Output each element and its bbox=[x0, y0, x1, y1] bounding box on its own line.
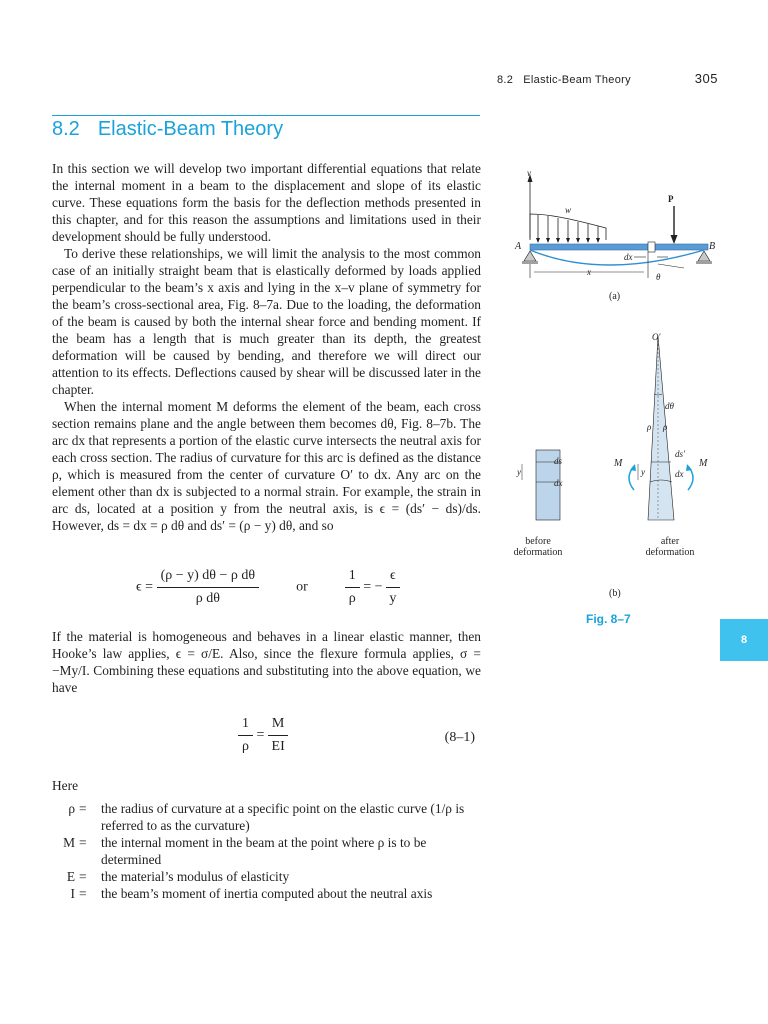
running-head-title: Elastic-Beam Theory bbox=[523, 74, 631, 86]
definition-E: E = the material’s modulus of elasticity bbox=[66, 869, 290, 884]
tangent-line bbox=[658, 264, 684, 268]
strain-over-y-fraction: $\frac{\epsilon}{y}$ bbox=[386, 568, 400, 607]
label-x: x bbox=[587, 267, 591, 277]
label-B: B bbox=[709, 241, 716, 252]
moment-right-arrowhead bbox=[686, 464, 692, 471]
strain-equation: ϵ = $\frac{\text{(ρ − y) dθ − ρ dθ}}{\text{ρ dθ}}$ or $\frac{1}{\rho}$ = − $\frac{\epsilon}{y}$ bbox=[136, 568, 400, 607]
strain-lhs: ϵ = bbox=[136, 579, 154, 595]
moment-left-arrowhead bbox=[630, 464, 636, 471]
label-M-right: M bbox=[699, 458, 708, 469]
paragraph-2: To derive these relationships, we will limit the analysis to the most common case of an initially straight beam that is elastically deformed by loads applied perpendicular to the beam’s x axis and lying in the x–v plane of symmetry for the beam’s cross-sectional area, Fig. 8–7a. Due to the loading, the deformation of the beam is caused by both the internal shear force and bending moment. If the beam has a length that is much greater than its depth, the greatest deformation will be caused by bending, and therefore we will direct our attention to its effects. Deflections caused by shear will be discussed later in the chapter. bbox=[52, 246, 481, 397]
distributed-load-arrowheads bbox=[536, 238, 600, 243]
label-y-before: y bbox=[517, 467, 521, 477]
figure-part-b-label: (b) bbox=[609, 588, 621, 599]
element-after bbox=[648, 336, 674, 520]
label-M-left: M bbox=[614, 458, 623, 469]
inverse-rho-fraction: $\frac{1}{\rho}$ bbox=[345, 568, 360, 607]
label-dx-before: dx bbox=[554, 478, 563, 488]
label-dx-after: dx bbox=[675, 469, 684, 479]
label-dtheta: dθ bbox=[665, 401, 674, 411]
beam bbox=[530, 244, 708, 250]
label-theta: θ bbox=[656, 272, 661, 282]
elastic-curve bbox=[530, 250, 704, 265]
label-ds-before: ds bbox=[554, 456, 563, 466]
before-deformation-label: before deformation bbox=[513, 536, 563, 558]
label-rho-right: ρ bbox=[663, 422, 668, 432]
label-w: w bbox=[565, 205, 572, 215]
definition-M: M = the internal moment in the beam at the point where ρ is to be determined bbox=[63, 835, 427, 867]
curvature-rhs-fraction: $\frac{M}{EI}$ bbox=[268, 716, 288, 755]
running-head-section: 8.2 Elastic-Beam Theory bbox=[497, 74, 631, 86]
point-load-arrowhead bbox=[671, 235, 678, 244]
figure-part-a-label: (a) bbox=[609, 291, 621, 302]
label-O-prime: O′ bbox=[652, 332, 661, 342]
label-y-after: y bbox=[641, 467, 645, 477]
figure-beam-diagram bbox=[508, 168, 728, 308]
paragraph-4: If the material is homogeneous and behaves in a linear elastic manner, then Hooke’s law applies, ϵ = σ/E. Also, since the flexure formula applies, σ = −My/I. Combining these equations and substituting into the above equation, we have bbox=[52, 629, 481, 695]
curvature-lhs-fraction: $\frac{1}{\rho}$ bbox=[238, 716, 253, 755]
label-dx: dx bbox=[624, 252, 633, 262]
support-b-base bbox=[696, 261, 712, 264]
running-head bbox=[497, 70, 718, 90]
paragraph-3: When the internal moment M deforms the element of the beam, each cross section remains plane and the angle between them becomes dθ, Fig. 8–7b. The arc dx that represents a portion of the elastic curve intersects the neutral axis for each cross section. The radius of curvature for this arc is defined as the distance ρ, which is measured from the center of curvature O′ to dx. Any arc on the element other than dx is subjected to a normal strain. For example, the strain in arc ds, located at a position y from the neutral axis, is ϵ = (ds′ − ds)/ds. However, ds = dx = ρ dθ and ds′ = (ρ − y) dθ, and so bbox=[52, 399, 481, 533]
label-v: v bbox=[527, 168, 531, 178]
support-a bbox=[524, 251, 536, 261]
label-A: A bbox=[515, 241, 522, 252]
curvature-equation: $\frac{1}{\rho}$ = $\frac{M}{EI}$ (8–1) bbox=[238, 716, 481, 755]
heading-rule bbox=[52, 115, 480, 116]
beam-element bbox=[648, 242, 655, 252]
section-heading bbox=[52, 118, 283, 141]
support-a-base bbox=[522, 261, 538, 264]
definition-I: I = the beam’s moment of inertia computed about the neutral axis bbox=[70, 886, 433, 901]
body-text-2 bbox=[52, 628, 481, 696]
label-P: P bbox=[668, 194, 674, 204]
equation-number: (8–1) bbox=[444, 730, 475, 745]
definitions-list bbox=[52, 800, 481, 902]
section-number: 8.2 bbox=[52, 118, 80, 140]
paragraph-1: In this section we will develop two important differential equations that relate the internal moment in a beam to the displacement and slope of its elastic curve. These equations form the basis for the deflection methods presented in this chapter, and for this reason the assumptions and limitations used in their development should be fully understood. bbox=[52, 161, 481, 244]
chapter-tab: 8 bbox=[720, 619, 768, 661]
figure-element-diagram bbox=[508, 330, 728, 530]
strain-fraction: $\frac{\text{(ρ − y) dθ − ρ dθ}}{\text{ρ dθ}}$ bbox=[157, 568, 260, 607]
page-number: 305 bbox=[694, 71, 718, 86]
body-text bbox=[52, 160, 481, 534]
definition-rho: ρ = the radius of curvature at a specific point on the elastic curve (1/ρ is referred to as the curvature) bbox=[68, 801, 465, 833]
here-text: Here bbox=[52, 778, 79, 793]
label-ds-after: ds′ bbox=[675, 449, 685, 459]
after-deformation-label: after deformation bbox=[645, 536, 695, 558]
label-rho-left: ρ bbox=[647, 422, 652, 432]
or-text: or bbox=[296, 579, 308, 595]
support-b bbox=[698, 251, 710, 261]
section-title: Elastic-Beam Theory bbox=[97, 118, 284, 140]
figure-caption: Fig. 8–7 bbox=[586, 612, 631, 626]
